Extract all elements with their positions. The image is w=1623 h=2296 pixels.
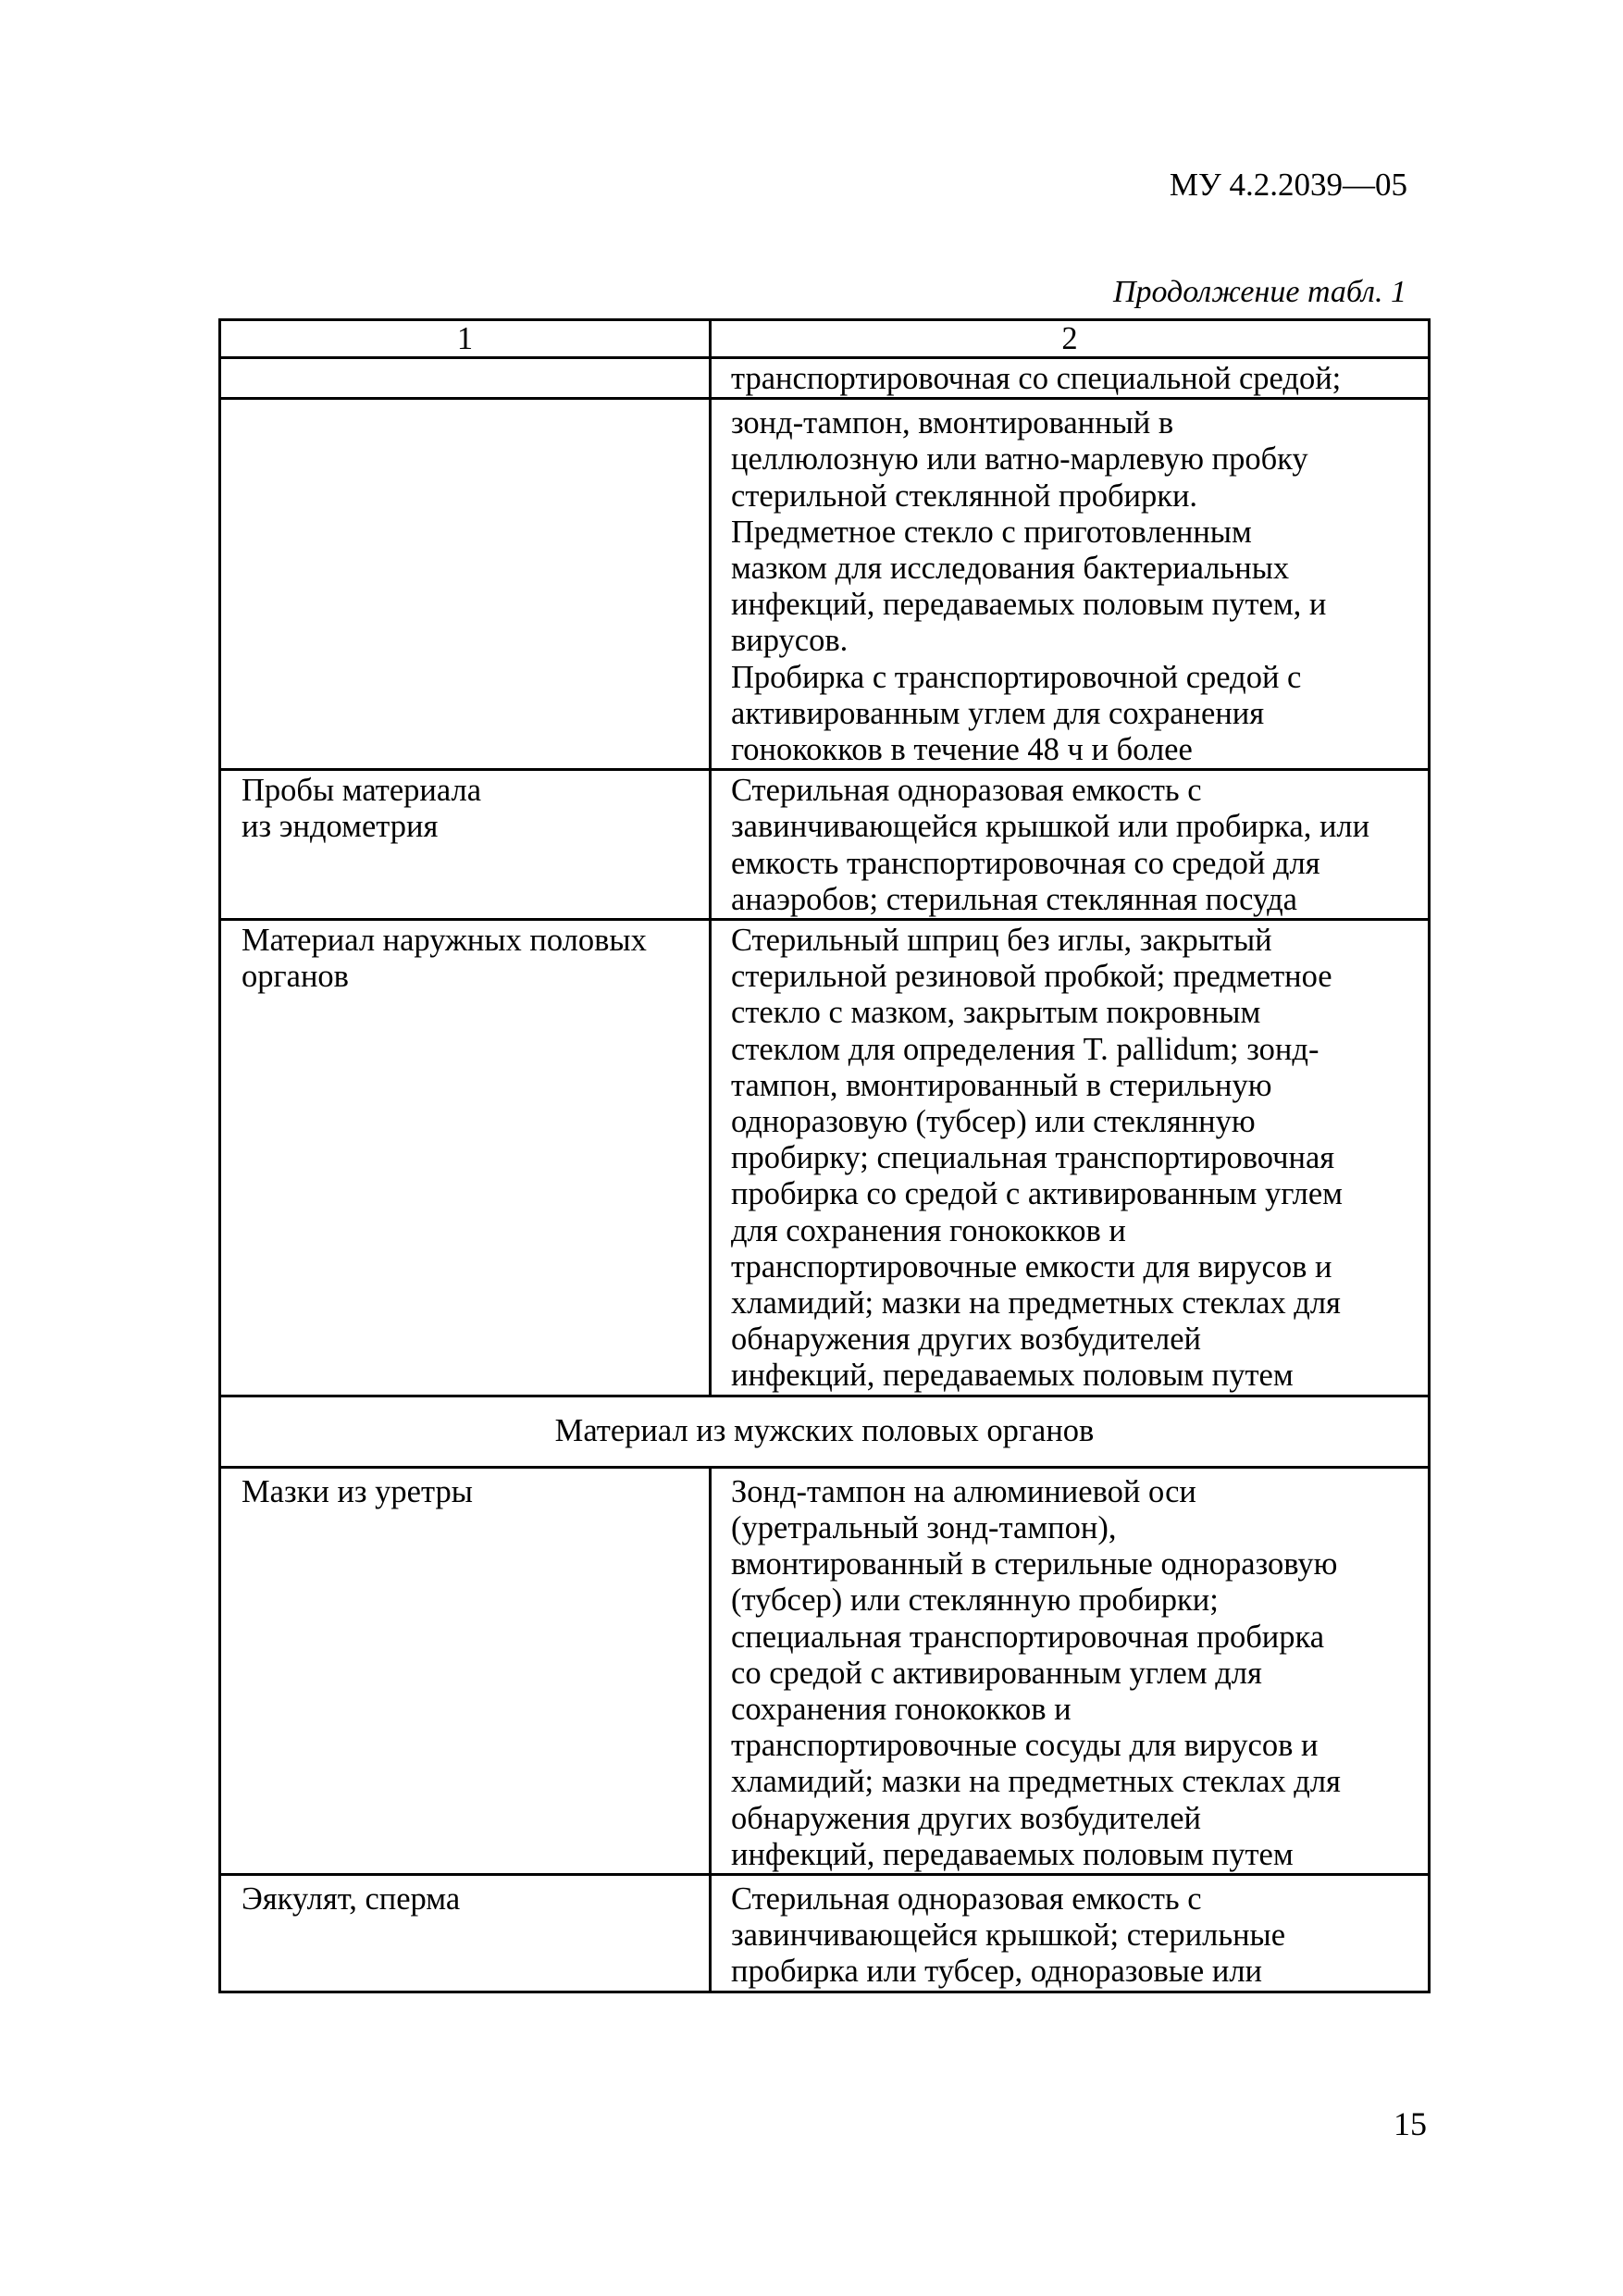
cell-text-line: Пробирка с транспортировочной средой с: [731, 659, 1302, 695]
cell-text-line: сохранения гонококков и: [731, 1691, 1072, 1727]
cell-text-line: пробирка или тубсер, одноразовые или: [731, 1954, 1263, 1990]
cell-text-line: стекло с мазком, закрытым покровным: [731, 995, 1261, 1031]
container-cell: [711, 399, 1430, 770]
cell-text-line: целлюлозную или ватно-марлевую пробку: [731, 441, 1308, 478]
table-continuation-caption: Продолжение табл. 1: [1112, 275, 1406, 309]
cell-text-line: хламидий; мазки на предметных стеклах для: [731, 1764, 1341, 1800]
cell-text-line: гонококков в течение 48 ч и более: [731, 732, 1193, 768]
cell-text-line: инфекций, передаваемых половым путем, и: [731, 587, 1327, 623]
specimen-cell: [220, 358, 711, 399]
specimen-cell: [220, 770, 711, 920]
cell-text-line: стерильной стеклянной пробирки.: [731, 478, 1198, 514]
cell-text-line: зонд-тампон, вмонтированный в: [731, 405, 1174, 441]
cell-text-line: транспортировочные емкости для вирусов и: [731, 1248, 1332, 1285]
container-cell: [711, 770, 1430, 920]
cell-text-line: вирусов.: [731, 623, 849, 659]
cell-text-line: пробирка со средой с активированным углем: [731, 1176, 1343, 1212]
cell-text-line: транспортировочные сосуды для вирусов и: [731, 1728, 1319, 1764]
cell-text-line: мазком для исследования бактериальных: [731, 551, 1290, 587]
cell-text-line: Мазки из уретры: [242, 1473, 473, 1509]
container-cell: [711, 358, 1430, 399]
specimen-cell: [220, 1467, 711, 1874]
cell-text-line: завинчивающейся крышкой; стерильные: [731, 1917, 1286, 1954]
cell-text-line: для сохранения гонококков и: [731, 1212, 1126, 1248]
document-code: МУ 4.2.2039—05: [1169, 167, 1407, 203]
table-row: [220, 399, 1430, 770]
section-title: Материал из мужских половых органов: [220, 1396, 1430, 1467]
cell-text-line: Стерильная одноразовая емкость с: [731, 773, 1202, 809]
cell-text-line: завинчивающейся крышкой или пробирка, или: [731, 809, 1370, 845]
section-header-row: [220, 1396, 1430, 1467]
cell-text-line: Эякулят, сперма: [242, 1880, 461, 1917]
column-number-1: 1: [220, 320, 711, 358]
container-cell: [711, 920, 1430, 1396]
container-cell: [711, 1467, 1430, 1874]
specimen-cell: [220, 920, 711, 1396]
specimen-cell: [220, 1874, 711, 1992]
cell-text-line: анаэробов; стерильная стеклянная посуда: [731, 881, 1297, 917]
cell-text-line: со средой с активированным углем для: [731, 1655, 1262, 1691]
cell-text-line: Материал наружных половых: [242, 923, 647, 959]
table-row: [220, 358, 1430, 399]
cell-text-line: Предметное стекло с приготовленным: [731, 514, 1252, 550]
cell-text-line: Зонд-тампон на алюминиевой оси: [731, 1473, 1196, 1509]
table-row: [220, 1467, 1430, 1874]
cell-text-line: органов: [242, 959, 349, 995]
specimen-container-table: [218, 318, 1431, 1993]
cell-text-line: (уретральный зонд-тампон),: [731, 1509, 1117, 1545]
cell-text-line: обнаружения других возбудителей: [731, 1800, 1202, 1836]
cell-text-line: хламидий; мазки на предметных стеклах для: [731, 1285, 1341, 1322]
cell-text-line: из эндометрия: [242, 809, 439, 845]
column-number-row: [220, 320, 1430, 358]
cell-text-line: активированным углем для сохранения: [731, 695, 1265, 731]
cell-text-line: транспортировочная со специальной средой;: [731, 361, 1342, 396]
column-number-2: 2: [711, 320, 1430, 358]
cell-text-line: Стерильная одноразовая емкость с: [731, 1880, 1202, 1917]
table-row: [220, 920, 1430, 1396]
cell-text-line: пробирку; специальная транспортировочная: [731, 1140, 1335, 1176]
cell-text-line: одноразовую (тубсер) или стеклянную: [731, 1104, 1256, 1140]
cell-text-line: стерильной резиновой пробкой; предметное: [731, 959, 1332, 995]
cell-text-line: Пробы материала: [242, 773, 482, 809]
table-row: [220, 770, 1430, 920]
cell-text-line: инфекций, передаваемых половым путем: [731, 1358, 1294, 1394]
container-cell: [711, 1874, 1430, 1992]
page-number: 15: [1394, 2105, 1427, 2142]
cell-text-line: Стерильный шприц без иглы, закрытый: [731, 923, 1272, 959]
table-row: [220, 1874, 1430, 1992]
cell-text-line: тампон, вмонтированный в стерильную: [731, 1067, 1272, 1103]
cell-text-line: специальная транспортировочная пробирка: [731, 1619, 1325, 1655]
cell-text-line: обнаружения других возбудителей: [731, 1322, 1202, 1358]
cell-text-line: (тубсер) или стеклянную пробирки;: [731, 1582, 1219, 1619]
cell-text-line: вмонтированный в стерильные одноразовую: [731, 1546, 1338, 1582]
cell-text-line: емкость транспортировочная со средой для: [731, 845, 1320, 881]
specimen-cell: [220, 399, 711, 770]
cell-text-line: инфекций, передаваемых половым путем: [731, 1836, 1294, 1872]
cell-text-line: стеклом для определения T. pallidum; зонд-: [731, 1031, 1319, 1067]
